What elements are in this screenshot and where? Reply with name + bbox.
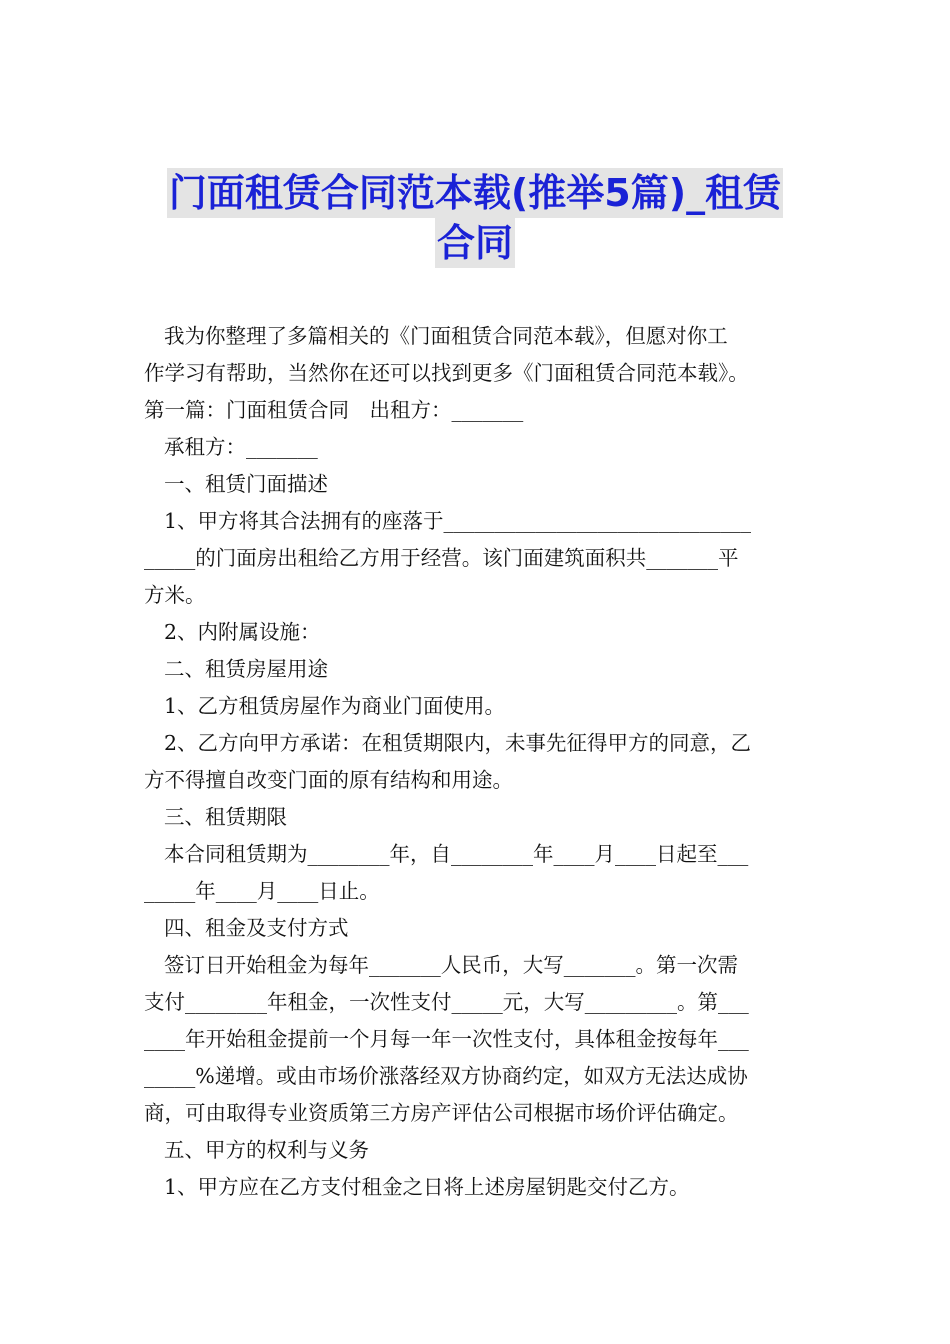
clause-line: 商，可由取得专业资质第三方房产评估公司根据市场价评估确定。 [144, 1101, 739, 1125]
section-heading-first-article: 第一篇：门面租赁合同 出租方：_______ [144, 398, 524, 422]
clause-line: 签订日开始租金为每年_______人民币，大写_______。第一次需 [164, 953, 738, 977]
clause-line: 本合同租赁期为________年，自________年____月____日起至___ [164, 842, 749, 866]
clause-line: 方米。 [144, 583, 206, 607]
clause-line: _____的门面房出租给乙方用于经营。该门面建筑面积共_______平 [144, 546, 739, 570]
clause-line: 2、内附属设施： [164, 620, 321, 644]
clause-line: 方不得擅自改变门面的原有结构和用途。 [144, 768, 513, 792]
clause-line: 1、甲方应在乙方支付租金之日将上述房屋钥匙交付乙方。 [164, 1175, 690, 1199]
clause-line: _____%递增。或由市场价涨落经双方协商约定，如双方无法达成协 [144, 1064, 748, 1088]
title-line-2: 合同 [435, 218, 515, 268]
clause-line: _____年____月____日止。 [144, 879, 380, 903]
lessee-line: 承租方：_______ [164, 435, 318, 459]
section-heading-2: 二、租赁房屋用途 [164, 657, 328, 681]
document-body [144, 318, 808, 1206]
clause-line: 2、乙方向甲方承诺：在租赁期限内，未事先征得甲方的同意，乙 [164, 731, 752, 755]
title-line-1: 门面租赁合同范本载(推举5篇)_租赁 [167, 168, 783, 218]
clause-line: 1、乙方租赁房屋作为商业门面使用。 [164, 694, 506, 718]
section-heading-1: 一、租赁门面描述 [164, 472, 328, 496]
intro-paragraph-line: 作学习有帮助，当然你在还可以找到更多《门面租赁合同范本载》。 [144, 361, 749, 385]
section-heading-5: 五、甲方的权利与义务 [164, 1138, 369, 1162]
section-heading-4: 四、租金及支付方式 [164, 916, 349, 940]
document-title [0, 168, 950, 268]
clause-line: 1、甲方将其合法拥有的座落于______________________________ [164, 509, 752, 533]
intro-paragraph-line: 我为你整理了多篇相关的《门面租赁合同范本载》，但愿对你工 [164, 324, 728, 348]
clause-line: 支付________年租金，一次性支付_____元，大写_________。第___ [144, 990, 749, 1014]
clause-line: ____年开始租金提前一个月每一年一次性支付，具体租金按每年___ [144, 1027, 749, 1051]
section-heading-3: 三、租赁期限 [164, 805, 287, 829]
